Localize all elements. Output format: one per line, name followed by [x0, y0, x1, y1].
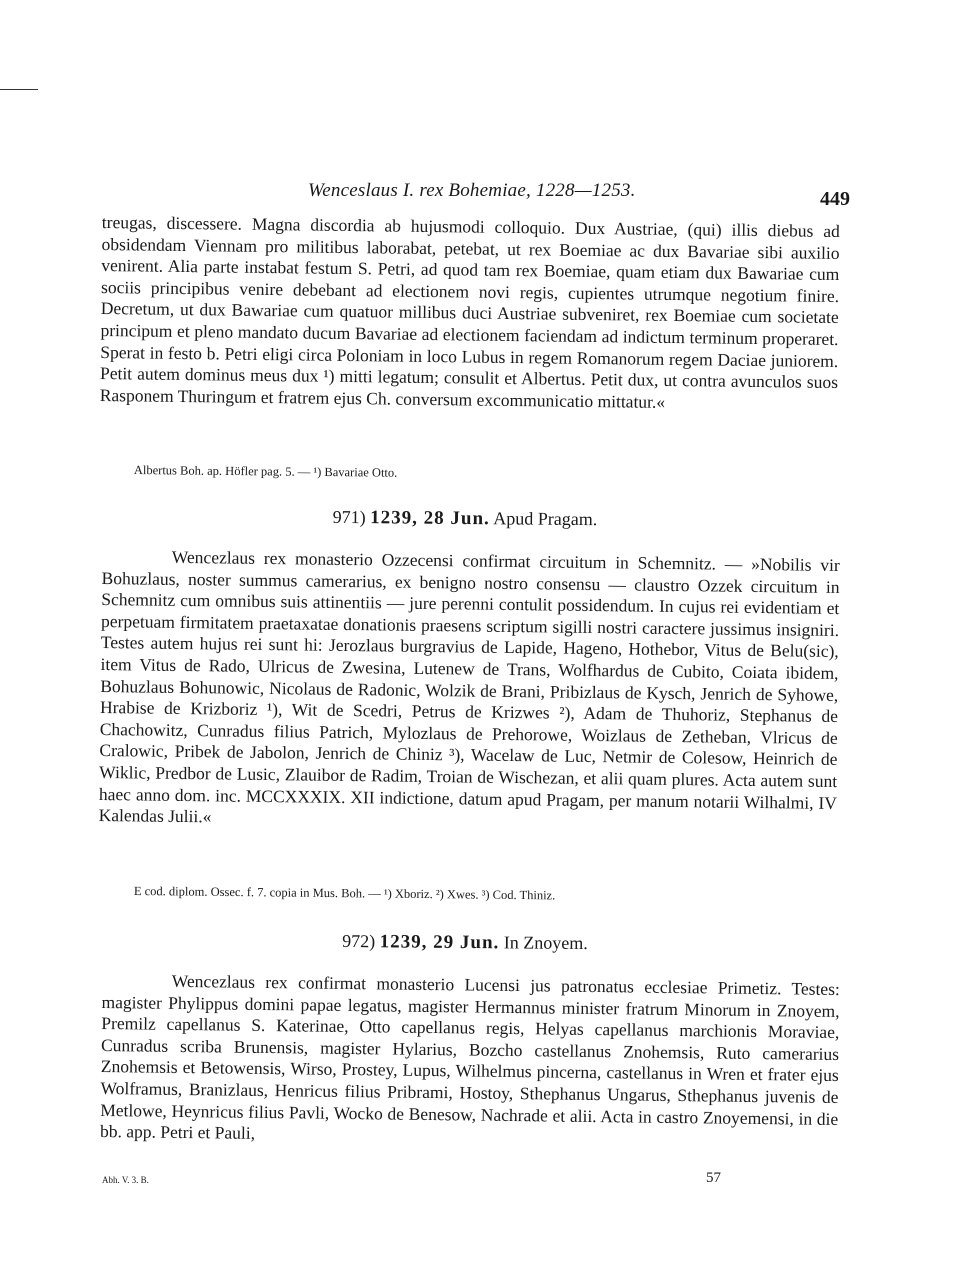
doc-972-paragraph: Wencezlaus rex confirmat monasterio Lucensi jus patronatus ecclesiae Primetiz. Testes: magister Phylippus domini papae legatus, magister Hermannus minister fratrum Minorum in Znoyem, Premilz capellanus S. Katerinae, Otto capellanus regis, Helyas capellanus marchionis Moraviae, Cunradus scriba Brunensis, magister Hylarius, Bozcho castellanus Znohemsis, Ruto camerarius Znohemsis et Betowensis, Wirso, Prostey, Lupus, Wilhelmus pincerna, castellanus in Wren et frater ejus Wolframus, Branizlaus, Henricus filius Pribrami, Hostoy, Sthephanus Ungarus, Sthephanus juvenis de Metlowe, Heynricus filius Pavli, Wocko de Benesow, Nachrade et alii. Acta in castro Znoyemensi, in die bb. app. Petri et Pauli, — [99, 970, 840, 1144]
scan-edge-line — [0, 89, 38, 90]
doc-972-number: 972) — [342, 930, 376, 952]
doc-972-heading — [80, 929, 850, 958]
sheet-number: 57 — [706, 1170, 721, 1186]
doc-971-date: 1239, 28 Jun. — [370, 507, 490, 530]
page-header — [80, 180, 850, 210]
doc-972-place: In Znoyem. — [503, 932, 588, 954]
doc-971-place: Apud Pragam. — [493, 508, 598, 530]
sheet-signature: Abh. V. 3. B. — [102, 1175, 149, 1185]
intro-paragraph: treugas, discessere. Magna discordia ab hujusmodi colloquio. Dux Austriae, (qui) illis diebus ad obsidendam Viennam pro militibus laborabat, petebat, ut rex Boemiae ac dux Bavariae sibi auxilio venirent. Alia parte instabat festum S. Petri, ad quod tam rex Boemiae, quam etiam dux Bawariae cum sociis principibus venire debebant ad electionem novi regis, cupientes utrumque negotium finire. Decretum, ut dux Bawariae cum quatuor millibus duci Austriae subveniret, rex Boemiae cum societate principum et pleno mandato ducum Bavariae ad electionem faciendam ad indictum terminum properaret. Sperat in festo b. Petri eligi circa Poloniam in loco Lubus in regem Romanorum regem Daciae juniorem. Petit autem dominus meus dux ¹) mitti legatum; consulit et Albertus. Petit dux, ut contra avunculos suos Rasponem Thuringum et fratrem ejus Ch. conversum excommunicatio mittatur.« — [99, 212, 840, 412]
doc-971-footnote: E cod. diplom. Ossec. f. 7. copia in Mus. Boh. — ¹) Xboriz. ²) Xwes. ³) Cod. Thiniz. — [133, 883, 556, 903]
doc-971-text-block — [99, 546, 840, 836]
doc-971-heading — [80, 505, 850, 534]
doc-971-paragraph: Wencezlaus rex monasterio Ozzecensi confirmat circuitum in Schemnitz. — »Nobilis vir Bohuzlaus, noster summus camerarius, ex benigno nostro consensu — claustro Ozzek circuitum in Schemnitz cum omnibus suis attinentiis — jure perenni contulit possidendum. In cujus rei evidentiam et perpetuam firmitatem praetaxatae donationis praesens scriptum sigilli nostri caractere jussimus insigniri. Testes autem hujus rei sunt hi: Jerozlaus burgravius de Lapide, Hageno, Hothebor, Vitus de Belu(sic), item Vitus de Rado, Ulricus de Zwesina, Lutenew de Trans, Wolfhardus de Cubito, Coiata ibidem, Bohuzlaus Bohunowic, Nicolaus de Radonic, Wolzik de Brani, Pribizlaus de Kysch, Jenrich de Syhowe, Hrabise de Krizboriz ¹), Wit de Scedri, Petrus de Krizwes ²), Adam de Thuhoriz, Stephanus de Chachowitz, Cunradus filius Patrich, Mylozlaus de Prehorowe, Woizlaus de Zetheban, Vlricus de Cralowic, Pribek de Jabolon, Jenrich de Chiniz ³), Wacelaw de Luc, Netmir de Colesow, Heinrich de Wiklic, Predbor de Lusic, Zlauibor de Radim, Troian de Wischezan, et alii quam plures. Acta autem sunt haec anno dom. inc. MCCXXXIX. XII indictione, datum apud Pragam, per manum notarii Wilhalmi, IV Kalendas Julii.« — [98, 546, 840, 827]
doc-972-date: 1239, 29 Jun. — [379, 931, 500, 954]
doc-971-number: 971) — [332, 506, 366, 528]
intro-text-block — [100, 212, 840, 415]
document-page — [80, 0, 850, 1278]
doc-972-text-block — [100, 970, 840, 1152]
page-number: 449 — [820, 188, 850, 210]
running-head: Wenceslaus I. rex Bohemiae, 1228—1253. — [308, 180, 636, 201]
intro-footnote: Albertus Boh. ap. Höfler pag. 5. — ¹) Bavariae Otto. — [133, 462, 398, 480]
